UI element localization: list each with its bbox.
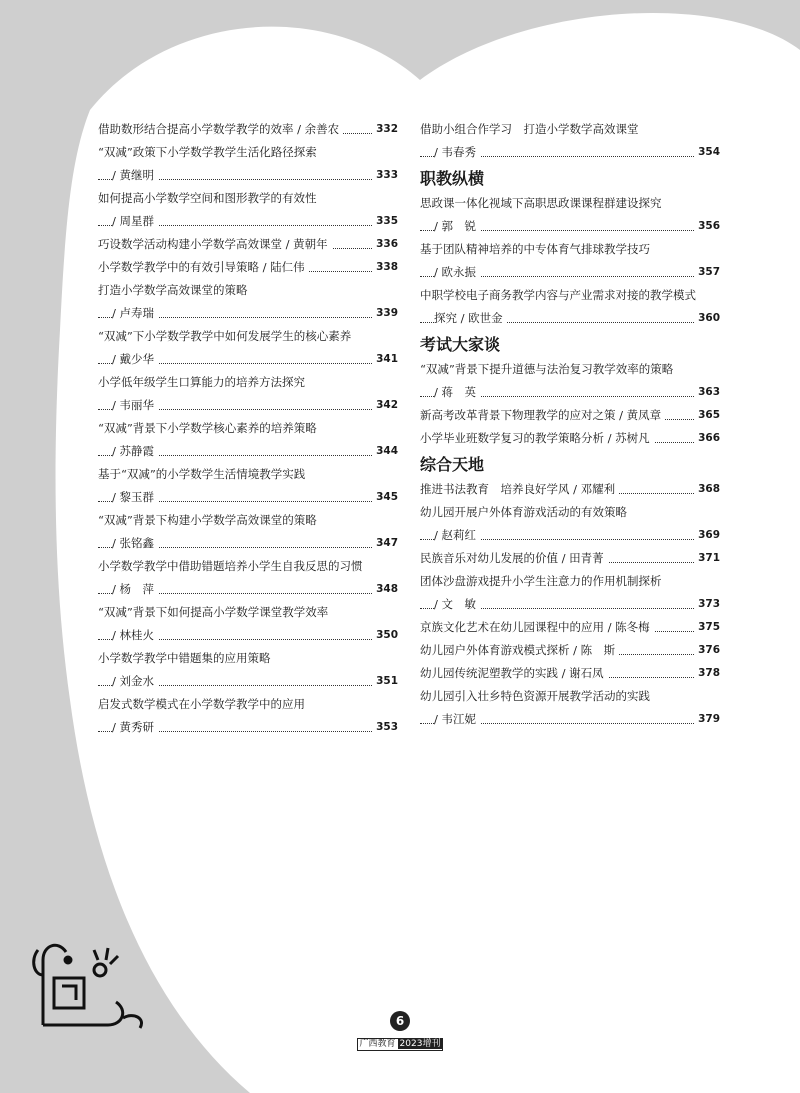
- entry-title-line: [98, 693, 398, 716]
- toc-entry[interactable]: [98, 693, 398, 739]
- entry-title-line: [420, 501, 720, 524]
- entry-text: 借助数形结合提高小学数学教学的效率 / 余善农: [98, 122, 343, 136]
- entry-text: 京族文化艺术在幼儿园课程中的应用 / 陈冬梅: [420, 620, 654, 634]
- entry-text: 启发式数学模式在小学数学教学中的应用: [98, 697, 309, 711]
- page-ref: 332: [373, 118, 398, 141]
- entry-text: 推进书法教育 培养良好学风 / 邓耀利: [420, 482, 619, 496]
- page-ref: 363: [695, 381, 720, 404]
- entry-text: “双减”背景下提升道德与法治复习教学效率的策略: [420, 362, 677, 376]
- toc-entry[interactable]: [420, 238, 720, 284]
- toc-entry[interactable]: [420, 358, 720, 404]
- entry-author-line: [420, 261, 720, 284]
- entry-author-line: [98, 716, 398, 739]
- page-ref: 378: [695, 662, 720, 685]
- entry-author-line: [420, 307, 720, 330]
- entry-text: 新高考改革背景下物理教学的应对之策 / 黄凤章: [420, 408, 665, 422]
- entry-title-line: [420, 570, 720, 593]
- entry-text: 民族音乐对幼儿发展的价值 / 田青菁: [420, 551, 608, 565]
- entry-title-line: [98, 463, 398, 486]
- page-ref: 375: [695, 616, 720, 639]
- entry-text: / 林桂火: [112, 628, 158, 642]
- entry-text: 基于“双减”的小学数学生活情境教学实践: [98, 467, 309, 481]
- entry-text: / 周星群: [112, 214, 158, 228]
- entry-text: 思政课一体化视域下高职思政课课程群建设探究: [420, 196, 666, 210]
- toc-entry[interactable]: [98, 509, 398, 555]
- entry-text: / 文 敏: [434, 597, 480, 611]
- page-ref: 347: [373, 532, 398, 555]
- entry-title-line: [98, 647, 398, 670]
- entry-title-line: [420, 662, 720, 685]
- entry-text: / 卢寿瑞: [112, 306, 158, 320]
- magazine-issue: 2023增刊: [399, 1039, 441, 1049]
- page-ref: 345: [373, 486, 398, 509]
- entry-text: “双减”背景下构建小学数学高效课堂的策略: [98, 513, 321, 527]
- entry-author-line: [98, 164, 398, 187]
- toc-entry[interactable]: [98, 141, 398, 187]
- entry-text: “双减”政策下小学数学教学生活化路径探索: [98, 145, 321, 159]
- entry-text: 幼儿园户外体育游戏模式探析 / 陈 斯: [420, 643, 619, 657]
- page-ref: 342: [373, 394, 398, 417]
- toc-entry[interactable]: [420, 639, 720, 662]
- toc-entry[interactable]: [98, 371, 398, 417]
- entry-text: 团体沙盘游戏提升小学生注意力的作用机制探析: [420, 574, 666, 588]
- magazine-label: [357, 1038, 444, 1051]
- entry-author-line: [420, 215, 720, 238]
- entry-author-line: [98, 578, 398, 601]
- entry-text: 借助小组合作学习 打造小学数学高效课堂: [420, 122, 643, 136]
- entry-text: / 戴少华: [112, 352, 158, 366]
- entry-author-line: [420, 141, 720, 164]
- entry-text: 小学数学教学中借助错题培养小学生自我反思的习惯: [98, 559, 367, 573]
- page-ref: 356: [695, 215, 720, 238]
- entry-text: 小学数学教学中错题集的应用策略: [98, 651, 275, 665]
- entry-text: 小学数学教学中的有效引导策略 / 陆仁伟: [98, 260, 309, 274]
- page-ref: 350: [373, 624, 398, 647]
- page-ref: 360: [695, 307, 720, 330]
- toc-entry[interactable]: [420, 404, 720, 427]
- toc-entry[interactable]: [420, 192, 720, 238]
- entry-text: 幼儿园开展户外体育游戏活动的有效策略: [420, 505, 631, 519]
- toc-entry[interactable]: [98, 601, 398, 647]
- page-footer: [350, 1010, 450, 1051]
- magazine-name: 广西教育: [359, 1039, 396, 1049]
- toc-entry[interactable]: [420, 616, 720, 639]
- entry-text: “双减”背景下如何提高小学数学课堂教学效率: [98, 605, 332, 619]
- entry-title-line: [98, 279, 398, 302]
- entry-title-line: [420, 358, 720, 381]
- entry-author-line: [98, 210, 398, 233]
- entry-title-line: [420, 685, 720, 708]
- entry-text: / 韦春秀: [434, 145, 480, 159]
- toc-entry[interactable]: [420, 284, 720, 330]
- entry-text: / 欧永振: [434, 265, 480, 279]
- entry-text: / 黄继明: [112, 168, 158, 182]
- corner-ornament-icon: [28, 930, 158, 1040]
- entry-text: / 苏静霞: [112, 444, 158, 458]
- page-ref: 376: [695, 639, 720, 662]
- toc-entry[interactable]: [420, 547, 720, 570]
- entry-text: 如何提高小学数学空间和图形教学的有效性: [98, 191, 321, 205]
- entry-author-line: [98, 394, 398, 417]
- toc-entry[interactable]: [420, 478, 720, 501]
- entry-text: 打造小学数学高效课堂的策略: [98, 283, 252, 297]
- page-ref: 354: [695, 141, 720, 164]
- entry-author-line: [98, 486, 398, 509]
- entry-title-line: [98, 118, 398, 141]
- entry-text: / 张铭鑫: [112, 536, 158, 550]
- toc-entry[interactable]: [98, 417, 398, 463]
- page-ref: 353: [373, 716, 398, 739]
- entry-author-line: [420, 593, 720, 616]
- page-ref: 338: [373, 256, 398, 279]
- entry-text: 探究 / 欧世金: [434, 311, 507, 325]
- entry-title-line: [98, 256, 398, 279]
- entry-text: / 杨 萍: [112, 582, 158, 596]
- entry-title-line: [98, 141, 398, 164]
- page-ref: 371: [695, 547, 720, 570]
- entry-title-line: [420, 478, 720, 501]
- entry-text: / 赵莉红: [434, 528, 480, 542]
- entry-title-line: [98, 601, 398, 624]
- toc-left-column: [98, 118, 398, 739]
- page-ref: 373: [695, 593, 720, 616]
- toc-entry[interactable]: [98, 463, 398, 509]
- toc-entry[interactable]: [98, 233, 398, 256]
- page-ref: 351: [373, 670, 398, 693]
- entry-author-line: [420, 708, 720, 731]
- entry-text: / 刘金水: [112, 674, 158, 688]
- toc-entry[interactable]: [98, 555, 398, 601]
- entry-author-line: [98, 302, 398, 325]
- entry-title-line: [98, 555, 398, 578]
- entry-author-line: [98, 624, 398, 647]
- entry-text: / 黄秀研: [112, 720, 158, 734]
- page-ref: 335: [373, 210, 398, 233]
- entry-text: / 黎玉群: [112, 490, 158, 504]
- page-ref: 368: [695, 478, 720, 501]
- entry-text: 幼儿园传统泥塑教学的实践 / 谢石凤: [420, 666, 608, 680]
- entry-title-line: [420, 118, 720, 141]
- entry-text: 基于团队精神培养的中专体育气排球教学技巧: [420, 242, 654, 256]
- entry-text: “双减”背景下小学数学核心素养的培养策略: [98, 421, 321, 435]
- page-ref: 348: [373, 578, 398, 601]
- section-heading: 考试大家谈: [420, 335, 501, 354]
- page-ref: 379: [695, 708, 720, 731]
- toc-entry[interactable]: [98, 325, 398, 371]
- page-ref: 365: [695, 404, 720, 427]
- entry-title-line: [98, 187, 398, 210]
- entry-text: 小学低年级学生口算能力的培养方法探究: [98, 375, 309, 389]
- page-ref: 344: [373, 440, 398, 463]
- entry-title-line: [420, 238, 720, 261]
- entry-author-line: [420, 524, 720, 547]
- entry-title-line: [420, 404, 720, 427]
- toc-right-column: [420, 118, 720, 731]
- toc-entry[interactable]: [420, 685, 720, 731]
- toc-entry[interactable]: [420, 570, 720, 616]
- page-ref: 339: [373, 302, 398, 325]
- toc-entry[interactable]: [98, 118, 398, 141]
- entry-title-line: [98, 371, 398, 394]
- entry-author-line: [98, 440, 398, 463]
- entry-text: / 蒋 英: [434, 385, 480, 399]
- section-heading: 综合天地: [420, 455, 485, 474]
- entry-author-line: [98, 670, 398, 693]
- entry-text: “双减”下小学数学教学中如何发展学生的核心素养: [98, 329, 355, 343]
- entry-author-line: [98, 348, 398, 371]
- entry-title-line: [420, 547, 720, 570]
- page-ref: 369: [695, 524, 720, 547]
- entry-title-line: [98, 233, 398, 256]
- entry-title-line: [420, 639, 720, 662]
- entry-title-line: [420, 192, 720, 215]
- page-ref: 341: [373, 348, 398, 371]
- entry-title-line: [420, 427, 720, 450]
- toc-entry[interactable]: [98, 647, 398, 693]
- entry-text: 小学毕业班数学复习的教学策略分析 / 苏树凡: [420, 431, 654, 445]
- entry-text: 中职学校电子商务教学内容与产业需求对接的教学模式: [420, 288, 700, 302]
- entry-text: / 韦丽华: [112, 398, 158, 412]
- toc-entry[interactable]: [420, 118, 720, 164]
- toc-entry[interactable]: [420, 501, 720, 547]
- page-ref: 357: [695, 261, 720, 284]
- entry-title-line: [98, 325, 398, 348]
- entry-text: 幼儿园引入壮乡特色资源开展教学活动的实践: [420, 689, 654, 703]
- page-ref: 336: [373, 233, 398, 256]
- entry-author-line: [420, 381, 720, 404]
- toc-entry[interactable]: [98, 279, 398, 325]
- page-number: 6: [390, 1011, 410, 1031]
- entry-text: / 韦江妮: [434, 712, 480, 726]
- entry-title-line: [98, 417, 398, 440]
- entry-title-line: [420, 616, 720, 639]
- section-heading: 职教纵横: [420, 169, 485, 188]
- entry-text: / 郭 锐: [434, 219, 480, 233]
- entry-text: 巧设数学活动构建小学数学高效课堂 / 黄朝年: [98, 237, 332, 251]
- entry-author-line: [98, 532, 398, 555]
- entry-title-line: [420, 284, 720, 307]
- toc-entry[interactable]: [420, 427, 720, 450]
- toc-entry[interactable]: [420, 662, 720, 685]
- toc-entry[interactable]: [98, 187, 398, 233]
- page-ref: 366: [695, 427, 720, 450]
- entry-title-line: [98, 509, 398, 532]
- page-ref: 333: [373, 164, 398, 187]
- toc-entry[interactable]: [98, 256, 398, 279]
